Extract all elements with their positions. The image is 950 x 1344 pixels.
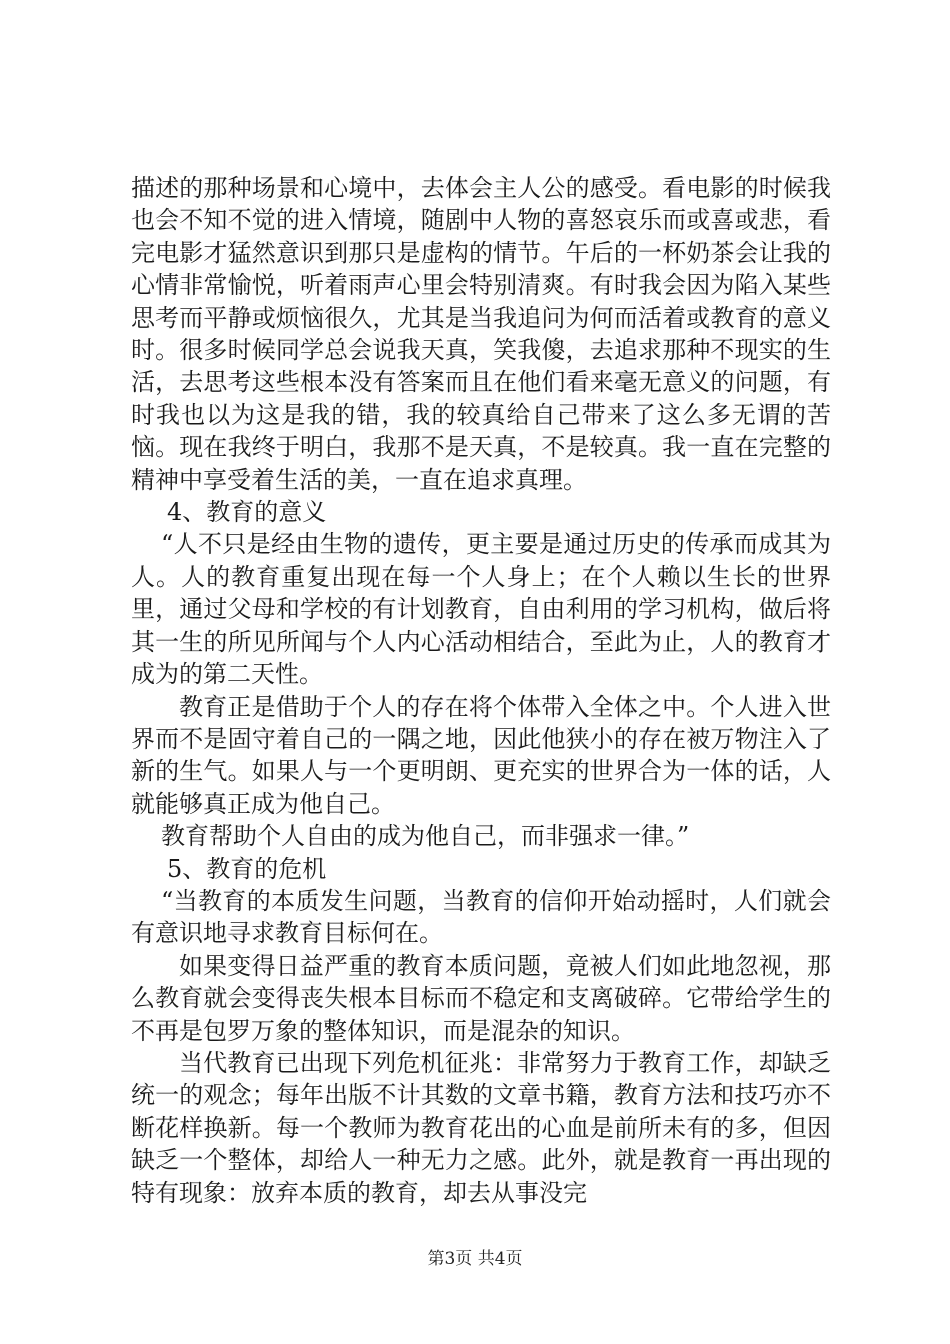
quote-paragraph-2: “当教育的本质发生问题，当教育的信仰开始动摇时，人们就会有意识地寻求教育目标何在。 bbox=[131, 886, 831, 948]
paragraph-4: 如果变得日益严重的教育本质问题，竟被人们如此地忽视，那么教育就会变得丧失根本目标而不稳定和支离破碎。它带给学生的不再是包罗万象的整体知识，而是混杂的知识。 bbox=[131, 951, 831, 1045]
paragraph-3: 教育帮助个人自由的成为他自己，而非强求一律。” bbox=[161, 822, 690, 851]
section-heading-4: 4、教育的意义 bbox=[167, 498, 327, 527]
paragraph-5: 当代教育已出现下列危机征兆：非常努力于教育工作，却缺乏统一的观念；每年出版不计其数的文章书籍，教育方法和技巧亦不断花样换新。每一个教师为教育花出的心血是前所未有的多，但因缺乏一个整体，却给人一种无力之感。此外，就是教育一再出现的特有现象：放弃本质的教育，却去从事没完 bbox=[131, 1048, 831, 1207]
paragraph-2: 教育正是借助于个人的存在将个体带入全体之中。个人进入世界而不是固守着自己的一隅之地，因此他狭小的存在被万物注入了新的生气。如果人与一个更明朗、更充实的世界合为一体的话，人就能够真正成为他自己。 bbox=[131, 692, 831, 818]
paragraph-continuation: 描述的那种场景和心境中，去体会主人公的感受。看电影的时候我也会不知不觉的进入情境，随剧中人物的喜怒哀乐而或喜或悲，看完电影才猛然意识到那只是虚构的情节。午后的一杯奶茶会让我的心情非常愉悦，听着雨声心里会特别清爽。有时我会因为陷入某些思考而平静或烦恼很久，尤其是当我追问为何而活着或教育的意义时。很多时候同学总会说我天真，笑我傻，去追求那种不现实的生活，去思考这些根本没有答案而且在他们看来毫无意义的问题，有时我也以为这是我的错，我的较真给自己带来了这么多无谓的苦恼。现在我终于明白，我那不是天真，不是较真。我一直在完整的精神中享受着生活的美，一直在追求真理。 bbox=[131, 174, 831, 494]
page-number-footer: 第3页 共4页 bbox=[427, 1249, 523, 1269]
quote-paragraph-1: “人不只是经由生物的遗传，更主要是通过历史的传承而成其为人。人的教育重复出现在每一个人身上；在个人赖以生长的世界里，通过父母和学校的有计划教育，自由利用的学习机构，做后将其一生的所见所闻与个人内心活动相结合，至此为止，人的教育才成为的第二天性。 bbox=[131, 530, 831, 689]
document-body bbox=[131, 172, 831, 1209]
section-heading-5: 5、教育的危机 bbox=[167, 854, 327, 883]
